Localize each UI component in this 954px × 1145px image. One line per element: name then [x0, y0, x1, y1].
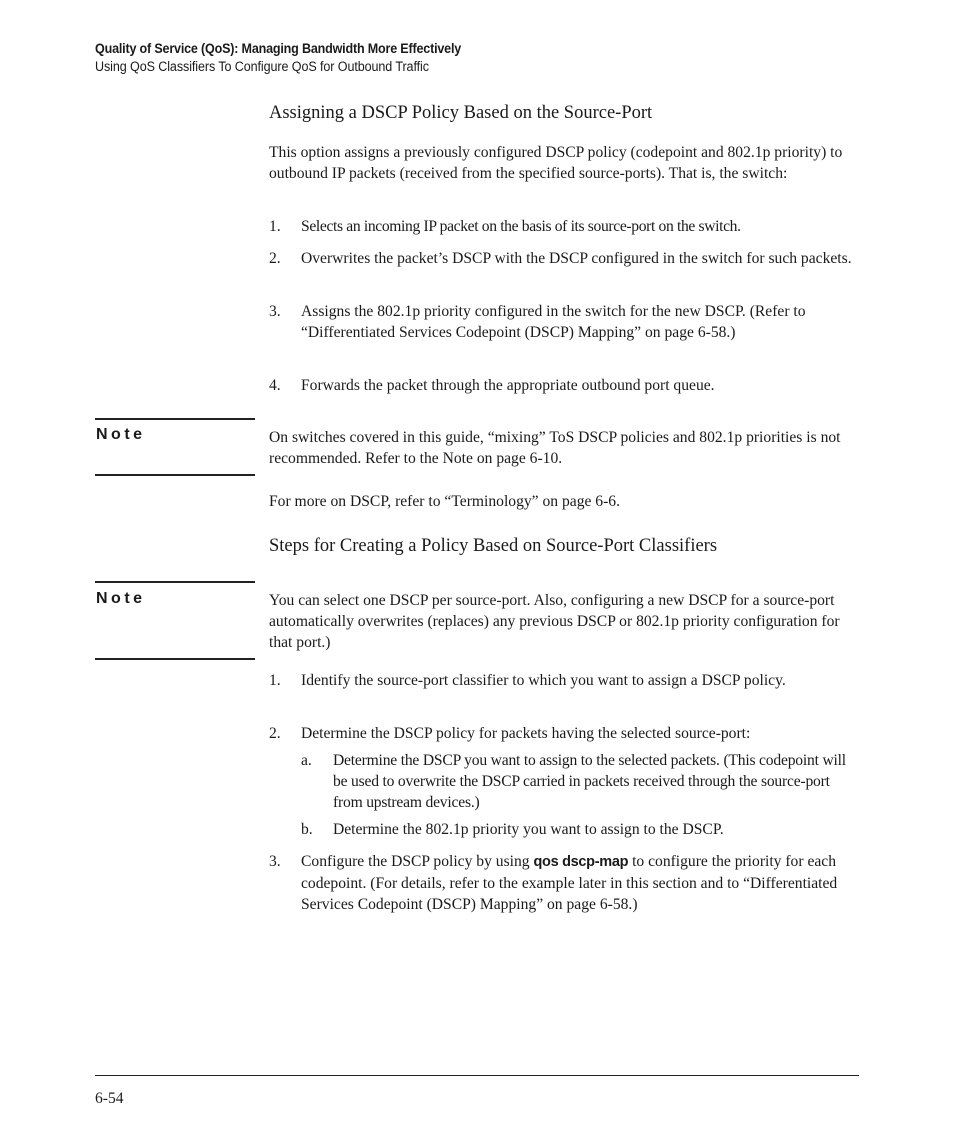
- note-top-rule: [95, 581, 255, 583]
- list-item-text: Overwrites the packet’s DSCP with the DSCP configured in the switch for such packets.: [301, 250, 852, 267]
- note-text: You can select one DSCP per source-port. Also, configuring a new DSCP for a source-port automatically overwrites (replaces) any previous DSCP or 802.1p priority configuration for that port.): [269, 592, 840, 651]
- sub-list-item-letter: b.: [301, 821, 313, 838]
- note-label: Note: [96, 426, 146, 443]
- note-top-rule: [95, 418, 255, 420]
- list-item-text: [301, 851, 861, 915]
- cli-command: qos dscp-map: [533, 854, 629, 870]
- section-heading-creating-policy: Steps for Creating a Policy Based on Source-Port Classifiers: [269, 536, 718, 556]
- note-label: Note: [96, 590, 146, 607]
- section-heading-source-port-policy: Assigning a DSCP Policy Based on the Source-Port: [269, 103, 653, 123]
- cross-reference-paragraph: For more on DSCP, refer to “Terminology” on page 6-6.: [269, 493, 620, 510]
- running-header-subtitle: Using QoS Classifiers To Configure QoS for Outbound Traffic: [95, 59, 429, 74]
- list-item-text: Forwards the packet through the appropriate outbound port queue.: [301, 377, 715, 394]
- list-item-number: 1.: [269, 218, 281, 235]
- list-item-text: Identify the source-port classifier to which you want to assign a DSCP policy.: [301, 672, 786, 689]
- list-item-number: 3.: [269, 303, 281, 320]
- footer-rule: [95, 1075, 859, 1076]
- note-bottom-rule: [95, 658, 255, 660]
- sub-list-item-text: Determine the 802.1p priority you want to assign to the DSCP.: [333, 821, 724, 838]
- list-item-number: 3.: [269, 853, 281, 870]
- list-item-text-after: to configure the priority for each codepoint. (For details, refer to the example later in this section and to “Differentiated Services Codepoint (DSCP) Mapping” on page 6-58.): [301, 853, 838, 913]
- running-header-title: Quality of Service (QoS): Managing Bandwidth More Effectively: [95, 41, 462, 56]
- list-item-text-before: Configure the DSCP policy by using: [301, 853, 534, 870]
- page-number: 6-54: [95, 1090, 124, 1107]
- note-text: On switches covered in this guide, “mixing” ToS DSCP policies and 802.1p priorities is not recommended. Refer to the Note on page 6-10.: [269, 429, 841, 467]
- list-item-text: Selects an incoming IP packet on the basis of its source-port on the switch.: [301, 218, 741, 235]
- sub-list-item-text: Determine the DSCP you want to assign to the selected packets. (This codepoint will be used to overwrite the DSCP carried in packets received through the source-port from upstream devices.): [333, 752, 846, 811]
- section-intro-paragraph: This option assigns a previously configured DSCP policy (codepoint and 802.1p priority) to outbound IP packets (received from the specified source-ports). That is, the switch:: [269, 144, 843, 182]
- list-item-text: Determine the DSCP policy for packets having the selected source-port:: [301, 725, 751, 742]
- list-item-number: 2.: [269, 725, 281, 742]
- list-item-text: Assigns the 802.1p priority configured in the switch for the new DSCP. (Refer to “Differentiated Services Codepoint (DSCP) Mapping” on page 6-58.): [301, 303, 806, 341]
- list-item-number: 1.: [269, 672, 281, 689]
- sub-list-item-letter: a.: [301, 752, 312, 769]
- note-bottom-rule: [95, 474, 255, 476]
- list-item-number: 4.: [269, 377, 281, 394]
- list-item-number: 2.: [269, 250, 281, 267]
